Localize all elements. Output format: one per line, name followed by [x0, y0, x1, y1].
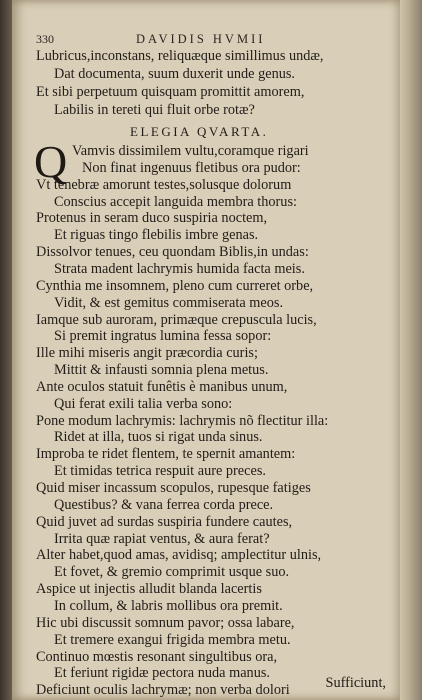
- verse-line: Et feriunt rigidæ pectora nuda manus.: [54, 665, 270, 682]
- verse-line: Cynthia me insomnem, pleno cum curreret orbe,: [36, 277, 314, 294]
- verse-line: Ille mihi miseris angit præcordia curis;: [36, 345, 258, 362]
- verse-line: Lubricus,inconstans, reliquæque simillimus undæ,: [36, 48, 324, 64]
- verse-line: Vt tenebræ amorunt testes,solusque dolorum: [36, 176, 292, 193]
- verse-line: Protenus in seram duco suspiria noctem,: [36, 210, 268, 227]
- verse-line: Aspice ut injectis alludit blanda lacertis: [36, 581, 262, 598]
- verse-line: Iamque sub auroram, primæque crepuscula lucis,: [36, 311, 317, 328]
- verse-line: Improba te ridet flentem, te spernit amantem:: [36, 446, 296, 463]
- verse-line: Conscius accepit languida membra thorus:: [54, 193, 297, 210]
- verse-line: Et timidas tetrica respuit aure preces.: [54, 463, 266, 480]
- verse-line: Quid juvet ad surdas suspiria fundere cautes,: [36, 513, 293, 530]
- running-title: DAVIDIS HVMII: [136, 32, 266, 46]
- verse-line: Ante oculos statuit funêtis è manibus unum,: [36, 378, 288, 395]
- verse-line: Vamvis dissimilem vultu,coramque rigari: [72, 143, 309, 159]
- verse-line: Strata madent lachrymis humida facta meis.: [54, 260, 305, 277]
- verse-line: Continuo mœstis resonant singultibus ora,: [36, 648, 278, 665]
- verse-line: Questibus? & vana ferrea corda prece.: [54, 496, 274, 513]
- verse-line: Et fovet, & gremio comprimit usque suo.: [54, 564, 290, 581]
- verse-line: Vidit, & est gemitus commiserata meos.: [54, 294, 284, 311]
- verse-line: Irrita quæ rapiat ventus, & aura ferat?: [54, 530, 270, 547]
- page-number: 330: [36, 32, 54, 46]
- verse-line: Dat documenta, suum duxerit unde genus.: [54, 66, 296, 82]
- verse-line: Alter habet,quod amas, avidisq; amplectitur ulnis,: [36, 547, 322, 564]
- verse-line: Quid miser incassum scopulos, rupesque fatiges: [36, 480, 311, 496]
- drop-cap: Q: [34, 136, 68, 187]
- elegy-title: ELEGIA QVARTA.: [130, 124, 269, 139]
- verse-line: Et riguas tingo flebilis imbre genas.: [54, 227, 259, 244]
- verse-line: Qui ferat exili talia verba sono:: [54, 395, 233, 412]
- verse-line: Pone modum lachrymis: lachrymis nõ flectitur illa:: [36, 412, 329, 429]
- verse-line: Non finat ingenuus fletibus ora pudor:: [82, 159, 301, 176]
- verse-line: Deficiunt oculis lachrymæ; non verba dolori: [36, 682, 290, 699]
- catchword: Sufficiunt,: [325, 675, 386, 691]
- verse-line: Mittit & infausti somnia plena metus.: [54, 362, 269, 379]
- verse-line: Si premit ingratus lumina fessa sopor:: [54, 328, 272, 345]
- verse-line: Labilis in tereti qui fluit orbe rotæ?: [54, 102, 255, 118]
- page-gutter-shadow: [0, 0, 12, 700]
- verse-line: Et tremere exangui frigida membra metu.: [54, 631, 291, 648]
- verse-line: Ridet at illa, tuos si rigat unda sinus.: [54, 429, 263, 446]
- verse-line: Dissolvor tenues, ceu quondam Biblis,in undas:: [36, 244, 309, 261]
- verse-line: Hic ubi discussit somnum pavor; ossa labare,: [36, 614, 295, 631]
- verse-line: Et sibi perpetuum quisquam promittit amorem,: [36, 84, 305, 100]
- verse-line: In collum, & labris mollibus ora premit.: [54, 597, 283, 614]
